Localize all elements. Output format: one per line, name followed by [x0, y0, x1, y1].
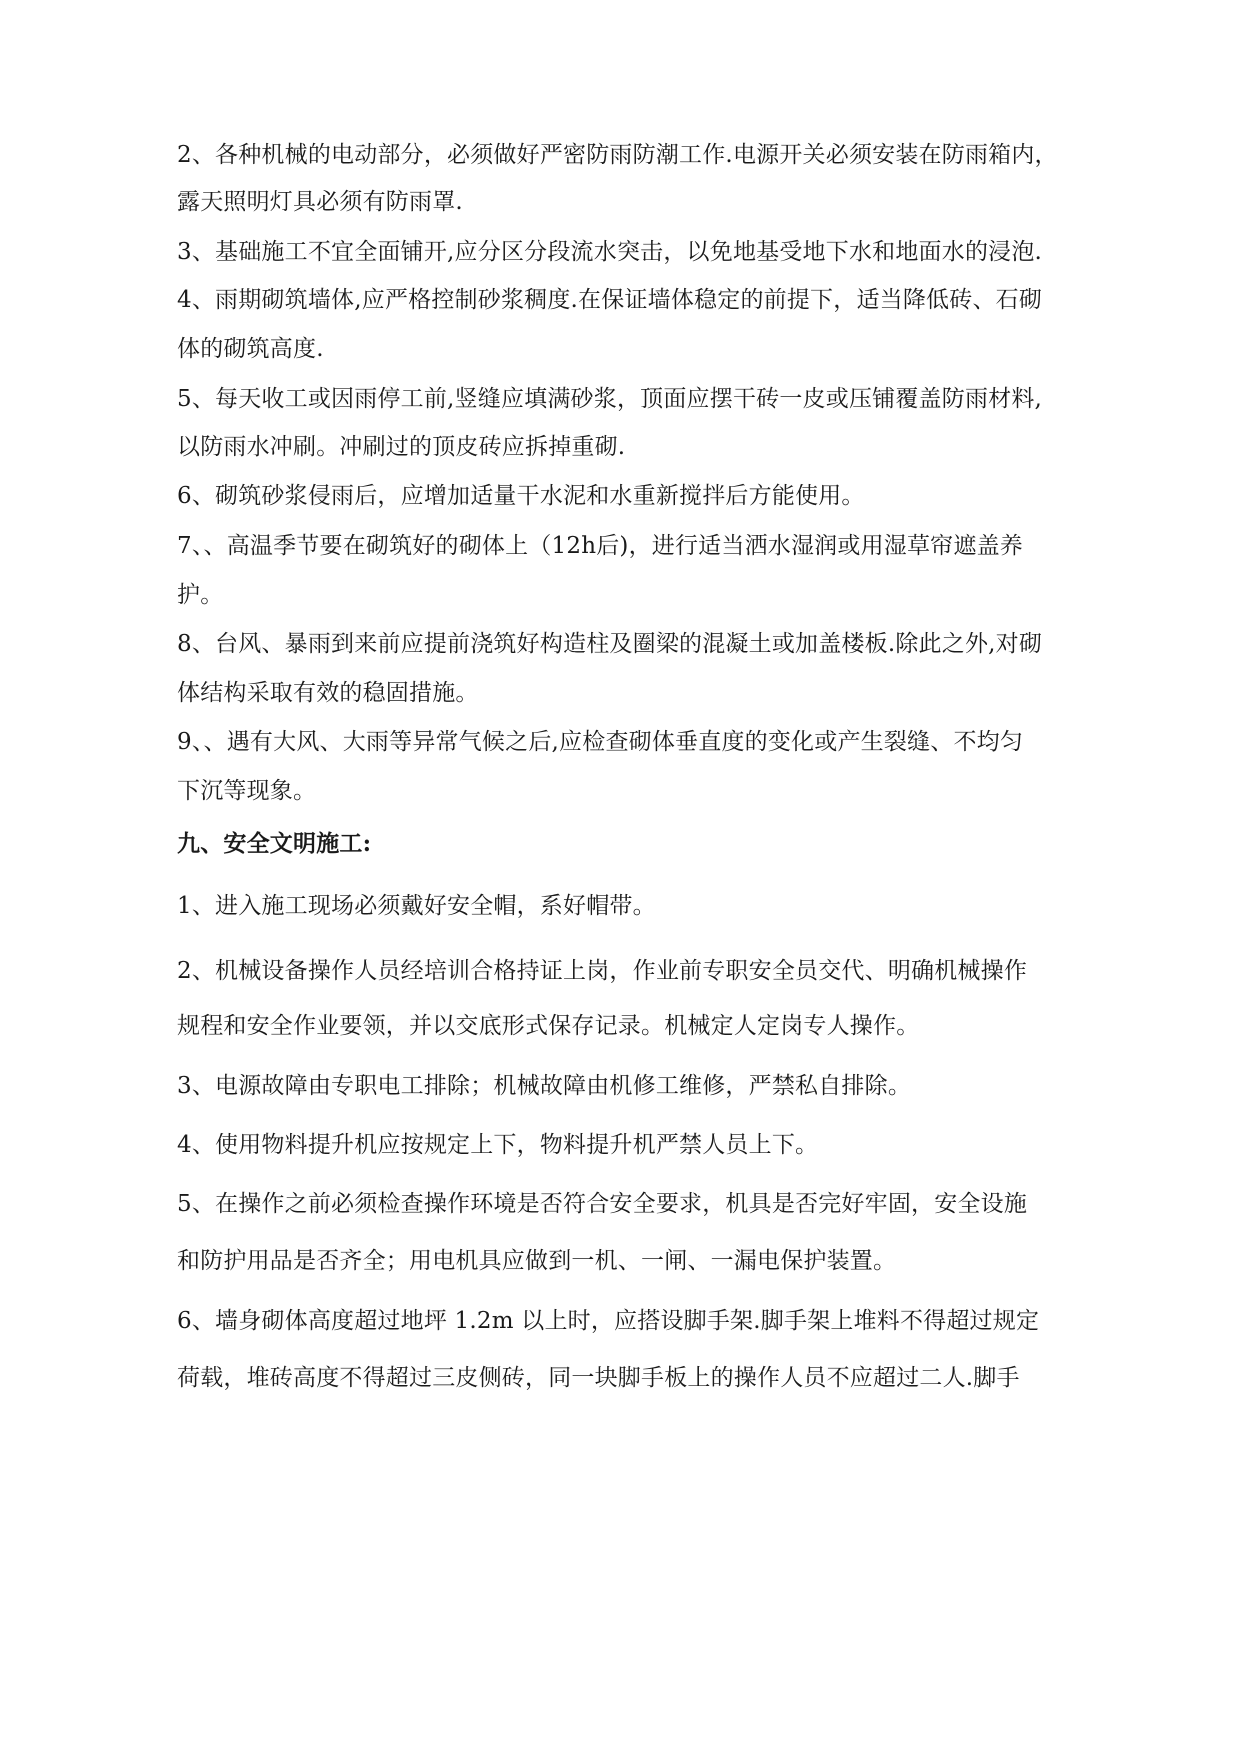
paragraph-line: 体的砌筑高度.	[177, 336, 324, 362]
paragraph-line: 荷载，堆砖高度不得超过三皮侧砖，同一块脚手板上的操作人员不应超过二人.脚手	[177, 1365, 1020, 1391]
paragraph-line: 9、、遇有大风、大雨等异常气候之后,应检查砌体垂直度的变化或产生裂缝、不均匀	[177, 729, 1024, 755]
paragraph-line: 体结构采取有效的稳固措施。	[177, 680, 479, 706]
paragraph-line: 护。	[177, 582, 224, 608]
paragraph-line: 7、、高温季节要在砌筑好的砌体上（12h后)，进行适当洒水湿润或用湿草帘遮盖养	[177, 533, 1023, 559]
paragraph-line: 露天照明灯具必须有防雨罩.	[177, 189, 463, 215]
paragraph-line: 2、各种机械的电动部分，必须做好严密防雨防潮工作.电源开关必须安装在防雨箱内，	[177, 142, 1058, 168]
paragraph-line: 以防雨水冲刷。冲刷过的顶皮砖应拆掉重砌.	[177, 434, 626, 460]
paragraph-line: 3、基础施工不宜全面铺开,应分区分段流水突击，以免地基受地下水和地面水的浸泡.	[177, 239, 1043, 265]
paragraph-line: 3、电源故障由专职电工排除；机械故障由机修工维修，严禁私自排除。	[177, 1073, 912, 1099]
paragraph-line: 和防护用品是否齐全；用电机具应做到一机、一闸、一漏电保护装置。	[177, 1248, 897, 1274]
paragraph-line: 1、进入施工现场必须戴好安全帽，系好帽带。	[177, 893, 656, 919]
paragraph-line: 5、在操作之前必须检查操作环境是否符合安全要求，机具是否完好牢固，安全设施	[177, 1191, 1028, 1217]
paragraph-line: 5、每天收工或因雨停工前,竖缝应填满砂浆，顶面应摆干砖一皮或压铺覆盖防雨材料,	[177, 386, 1043, 412]
paragraph-line: 4、雨期砌筑墙体,应严格控制砂浆稠度.在保证墙体稳定的前提下，适当降低砖、石砌	[177, 287, 1043, 313]
paragraph-line: 6、砌筑砂浆侵雨后，应增加适量干水泥和水重新搅拌后方能使用。	[177, 483, 865, 509]
section-heading: 九、安全文明施工:	[177, 830, 372, 857]
paragraph-line: 4、使用物料提升机应按规定上下，物料提升机严禁人员上下。	[177, 1132, 819, 1158]
paragraph-line: 2、机械设备操作人员经培训合格持证上岗，作业前专职安全员交代、明确机械操作	[177, 958, 1028, 984]
paragraph-line: 8、台风、暴雨到来前应提前浇筑好构造柱及圈梁的混凝土或加盖楼板.除此之外,对砌	[177, 631, 1043, 657]
paragraph-line: 下沉等现象。	[177, 778, 317, 804]
paragraph-line: 6、墙身砌体高度超过地坪 1.2m 以上时，应搭设脚手架.脚手架上堆料不得超过规定	[177, 1308, 1040, 1334]
paragraph-line: 规程和安全作业要领，并以交底形式保存记录。机械定人定岗专人操作。	[177, 1013, 920, 1039]
